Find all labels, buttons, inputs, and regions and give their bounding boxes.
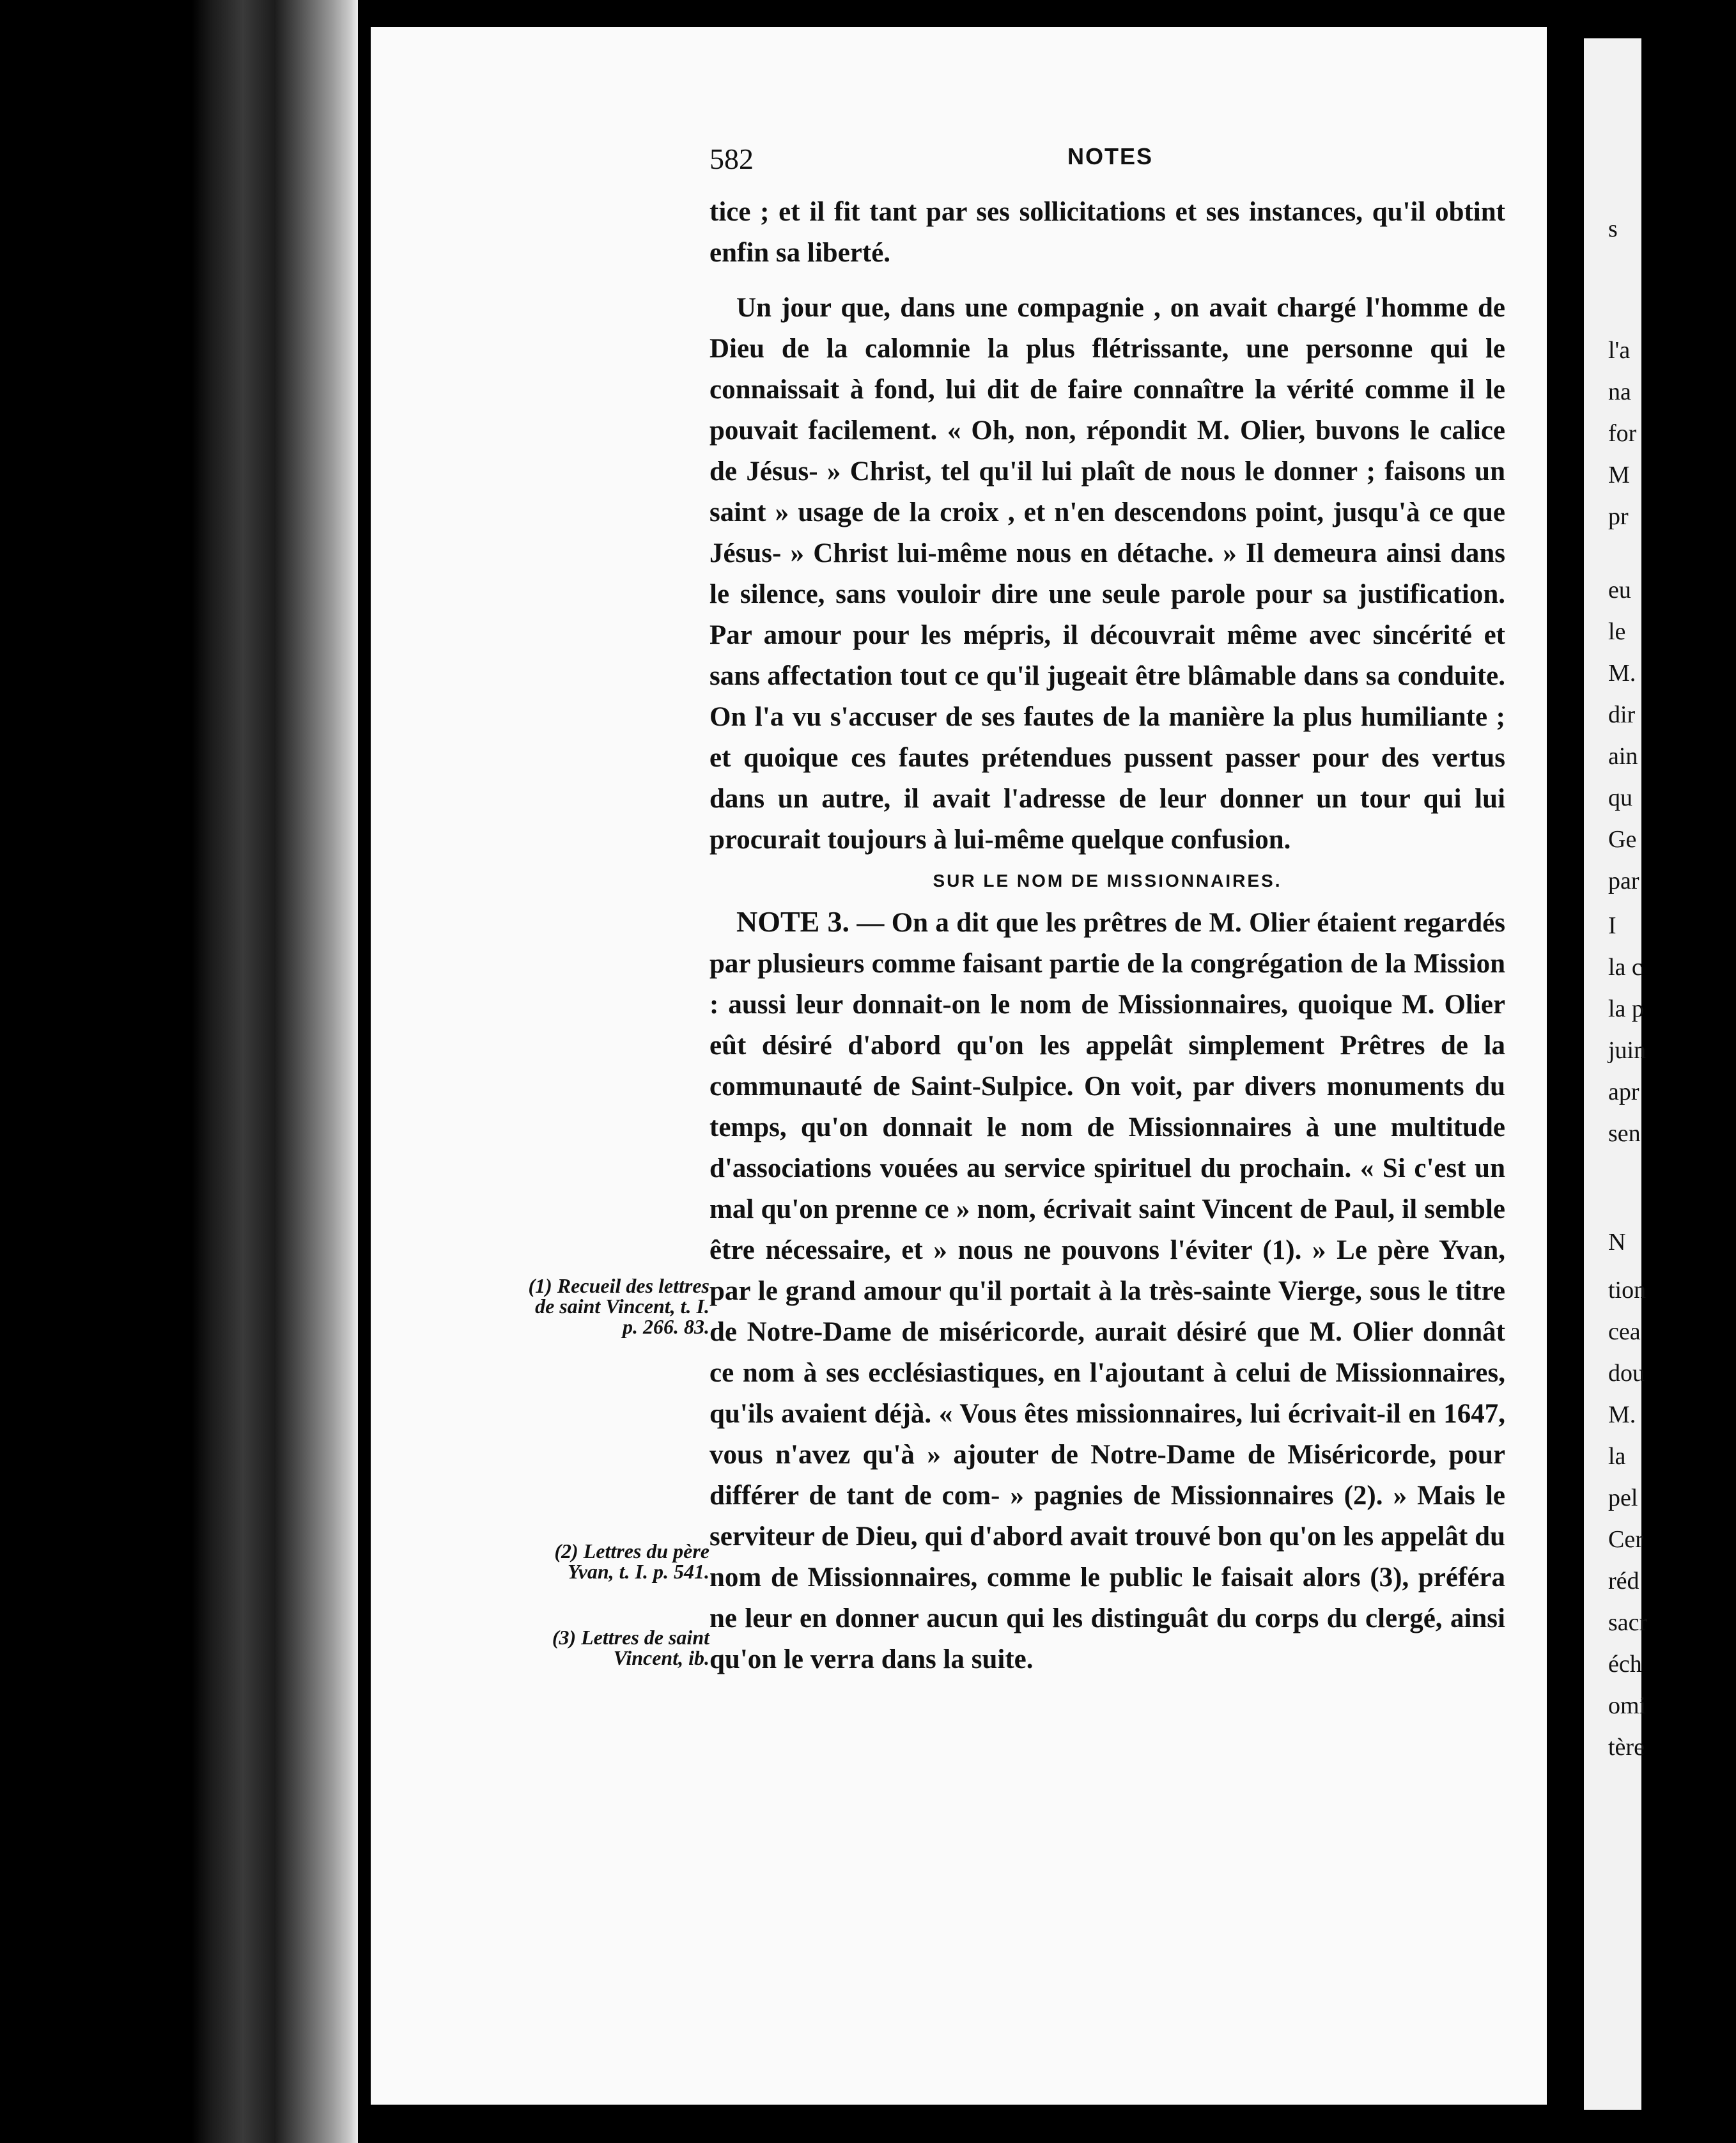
note-label: NOTE 3.: [736, 905, 849, 938]
adjacent-page-text: cea: [1608, 1318, 1641, 1345]
margin-note-3: (3) Lettres de saint Vincent, ib.: [552, 1626, 709, 1669]
adjacent-page-text: le: [1608, 618, 1626, 645]
adjacent-page-text: qu: [1608, 784, 1632, 811]
adjacent-page-text: I: [1608, 912, 1616, 939]
paragraph-continuation: tice ; et il fit tant par ses sollicitations et ses instances, qu'il obtint enfin sa liberté.: [709, 197, 1505, 268]
adjacent-page-text: apr: [1608, 1079, 1639, 1105]
adjacent-page-text: M.: [1608, 660, 1636, 687]
section-title: SUR LE NOM DE MISSIONNAIRES.: [933, 871, 1282, 891]
adjacent-page-text: Cer: [1608, 1526, 1643, 1553]
note-3-paragraph: [709, 901, 1505, 1680]
adjacent-page-text: sacr: [1608, 1609, 1648, 1636]
adjacent-page-text: éch: [1608, 1651, 1642, 1678]
page-header: [709, 142, 1505, 180]
book-spine-edge: [0, 0, 358, 2143]
note-3-text: — On a dit que les prêtres de M. Olier étaient regardés par plusieurs comme faisant partie de la congrégation de la Mission : aussi leur donnait-on le nom de Missionnaires, quoique M. Olier eût désiré d'abord qu'on les appelât simplement Prêtres de la communauté de Saint-Sulpice. On voit, par divers monuments du temps, qu'on donnait le nom de Missionnaires à une multitude d'associations vouées au service spirituel du prochain. « Si c'est un mal qu'on prenne ce » nom, écrivait saint Vincent de Paul, il semble être nécessaire, et » nous ne pouvons l'éviter (1). » Le père Yvan, par le grand amour qu'il portait à la très-sainte Vierge, sous le titre de Notre-Dame de miséricorde, aurait désiré que M. Olier donnât ce nom à ses ecclésiastiques, en l'ajoutant à celui de Missionnaires, qu'ils avaient déjà. « Vous êtes missionnaires, lui écrivait-il en 1647, vous n'avez qu'à » ajouter de Notre-Dame de Miséricorde, pour différer de tant de com- » pagnies de Missionnaires (2). » Mais le serviteur de Dieu, qui d'abord avait trouvé bon qu'on les appelât du nom de Missionnaires, comme le public le faisait alors (3), préféra ne leur en donner aucun qui les distinguât du corps du clergé, ainsi qu'on le verra dans la suite.: [709, 908, 1505, 1674]
margin-note-1: (1) Recueil des lettres de saint Vincent, t. I. p. 266. 83.: [528, 1274, 709, 1338]
adjacent-page-text: pr: [1608, 503, 1629, 530]
adjacent-page-text: dou: [1608, 1360, 1645, 1387]
page-number: 582: [709, 143, 754, 175]
adjacent-page-fragment: [1584, 38, 1648, 2110]
adjacent-page-text: par: [1608, 868, 1639, 894]
adjacent-page-text: M: [1608, 462, 1630, 488]
page-gutter: [1547, 0, 1584, 2143]
adjacent-page-text: dir: [1608, 701, 1636, 728]
adjacent-page-text: juin: [1608, 1037, 1647, 1064]
adjacent-page-text: N: [1608, 1229, 1626, 1256]
running-title: NOTES: [1067, 143, 1154, 169]
adjacent-page-text: s: [1608, 215, 1618, 242]
adjacent-page-text: omi: [1608, 1692, 1647, 1719]
adjacent-page-text: sen: [1608, 1120, 1641, 1147]
adjacent-page-text: tère: [1608, 1734, 1645, 1761]
adjacent-page-text: réd: [1608, 1568, 1639, 1594]
adjacent-page-text: M.: [1608, 1401, 1636, 1428]
margin-note-2: (2) Lettres du père Yvan, t. I. p. 541.: [554, 1539, 709, 1583]
adjacent-page-text: Ge: [1608, 826, 1637, 853]
adjacent-page-text: for: [1608, 420, 1637, 447]
adjacent-page-text: la c: [1608, 954, 1643, 981]
adjacent-page-text: pel: [1608, 1485, 1638, 1511]
adjacent-page-text: la: [1608, 1443, 1626, 1470]
page-body: [709, 192, 1505, 1680]
adjacent-page-text: tion: [1608, 1277, 1647, 1304]
adjacent-page-text: la p: [1608, 995, 1644, 1022]
paragraph-anecdote: Un jour que, dans une compagnie , on avait chargé l'homme de Dieu de la calomnie la plus flétrissante, une personne qui le connaissait à fond, lui dit de faire connaître la vérité comme il le pouvait facilement. « Oh, non, répondit M. Olier, buvons le calice de Jésus- » Christ, tel qu'il lui plaît de nous le donner ; faisons un saint » usage de la croix , et n'en descendons point, jusqu'à ce que Jésus- » Christ lui-même nous en détache. » Il demeura ainsi dans le silence, sans vouloir dire une seule parole pour sa justification. Par amour pour les mépris, il découvrait même avec sincérité et sans affectation tout ce qu'il jugeait être blâmable dans sa conduite. On l'a vu s'accuser de ses fautes de la manière la plus humiliante ; et quoique ces fautes prétendues pussent passer pour des vertus dans un autre, il avait l'adresse de leur donner un tour qui lui procurait toujours à lui-même quelque confusion.: [709, 293, 1505, 855]
adjacent-page-text: na: [1608, 378, 1631, 405]
adjacent-page-text: ain: [1608, 743, 1638, 770]
adjacent-page-text: eu: [1608, 577, 1631, 604]
adjacent-page-text: l'a: [1608, 337, 1631, 364]
